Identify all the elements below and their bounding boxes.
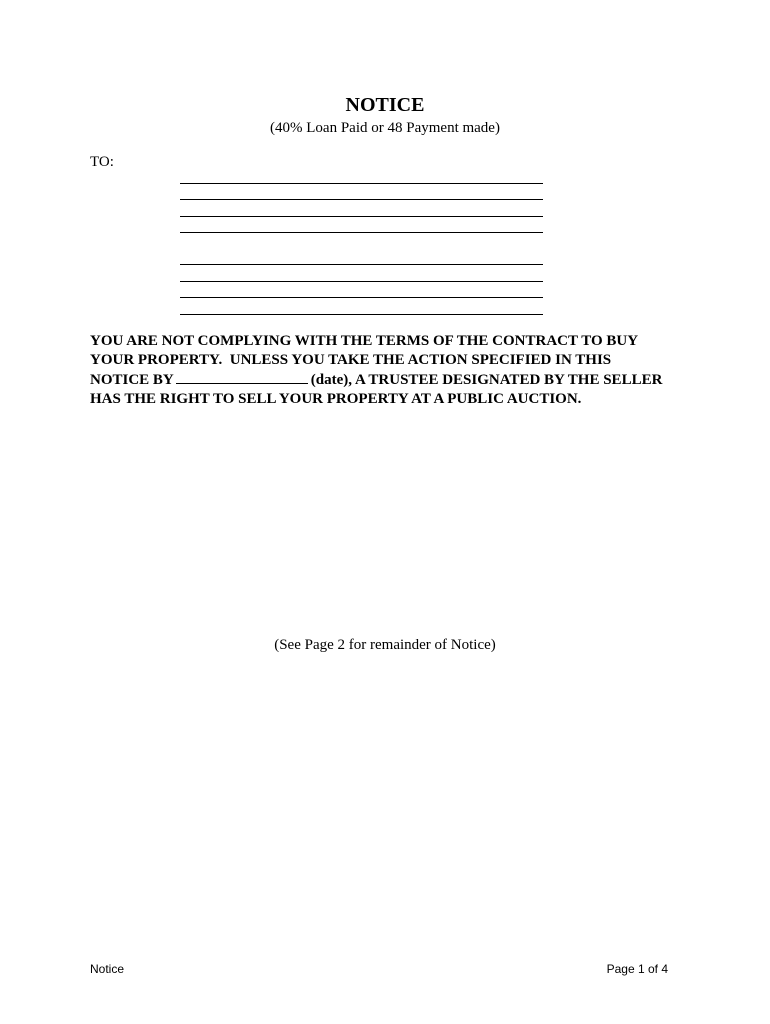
to-label: TO:: [90, 154, 114, 170]
recipient-line-6[interactable]: [180, 281, 543, 282]
warning-line-2: YOUR PROPERTY. UNLESS YOU TAKE THE ACTION SPECIFIED IN THIS: [90, 351, 612, 368]
warning-line-4: HAS THE RIGHT TO SELL YOUR PROPERTY AT A PUBLIC AUCTION.: [90, 390, 582, 407]
footer-page-number: Page 1 of 4: [606, 962, 668, 976]
warning-line-3-start: NOTICE BY: [90, 372, 174, 388]
recipient-line-3[interactable]: [180, 216, 543, 217]
recipient-line-5[interactable]: [180, 264, 543, 265]
document-subtitle: (40% Loan Paid or 48 Payment made): [270, 120, 500, 136]
warning-line-3-end: (date), A TRUSTEE DESIGNATED BY THE SELLER: [310, 372, 663, 388]
recipient-line-8[interactable]: [180, 314, 543, 315]
document-title: NOTICE: [345, 94, 425, 116]
footer-document-name: Notice: [90, 962, 125, 976]
recipient-line-2[interactable]: [180, 199, 543, 200]
continuation-note: (See Page 2 for remainder of Notice): [274, 637, 496, 653]
recipient-line-1[interactable]: [180, 183, 543, 184]
warning-paragraph: [90, 332, 690, 408]
recipient-line-7[interactable]: [180, 297, 543, 298]
warning-line-1: YOU ARE NOT COMPLYING WITH THE TERMS OF THE CONTRACT TO BUY: [90, 333, 639, 349]
date-blank-field[interactable]: [176, 369, 308, 384]
recipient-line-4[interactable]: [180, 232, 543, 233]
